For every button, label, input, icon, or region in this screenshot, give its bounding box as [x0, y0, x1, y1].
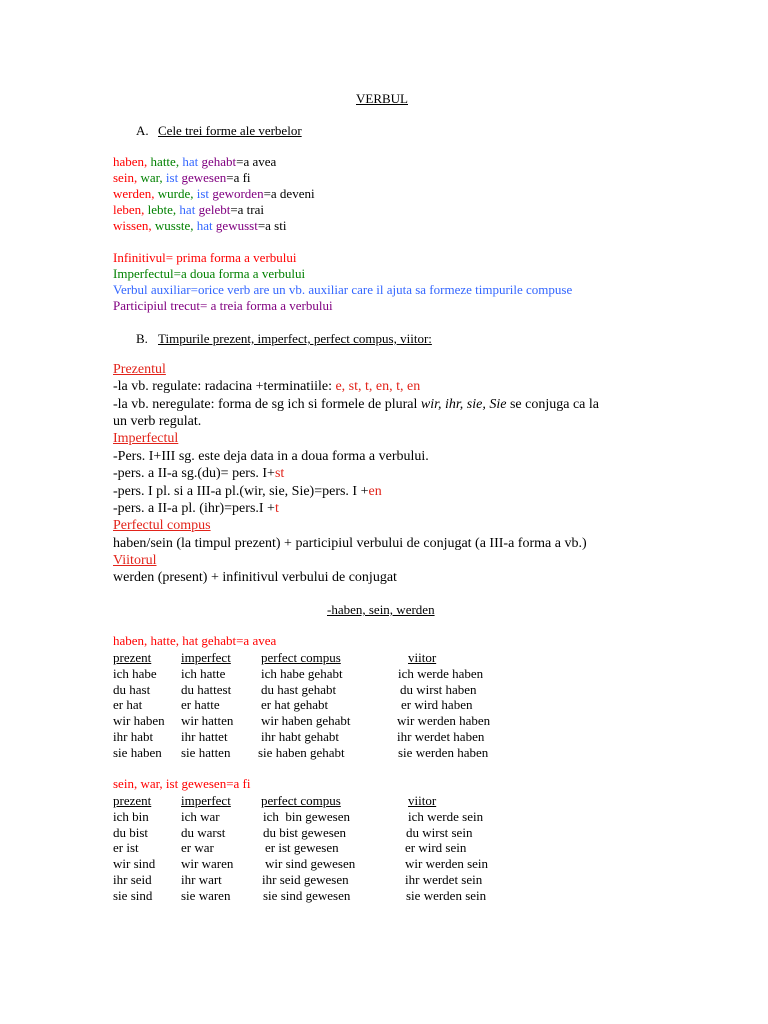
imperfect-du-rule: -pers. a II-a sg.(du)= pers. I+	[113, 466, 275, 481]
form-participle: gewusst	[215, 218, 258, 233]
column-header-perfect: perfect compus	[261, 650, 341, 665]
prezent-irregular-text: -la vb. neregulate: forma de sg ich si formele de plural	[113, 397, 421, 412]
column-header-perfect: perfect compus	[261, 793, 341, 808]
column-header-prezent: prezent	[113, 650, 152, 665]
form-line: wissen, wusste, hat gewusst=a sti	[113, 218, 287, 233]
table-cell: ich habe gehabt	[261, 666, 343, 681]
table-cell: er wird haben	[401, 697, 473, 712]
form-meaning: =a avea	[236, 154, 277, 169]
table-cell: ihr habt gehabt	[261, 729, 339, 744]
table-cell: ich hatte	[181, 666, 226, 681]
form-imperfect: wurde	[157, 186, 191, 201]
table-cell: ich habe	[113, 666, 157, 681]
form-auxiliary: ist	[165, 170, 179, 185]
form-participle: gewesen	[181, 170, 227, 185]
form-auxiliary: ist	[196, 186, 210, 201]
table-cell: ihr werdet haben	[397, 729, 485, 744]
imperfect-line	[113, 483, 382, 500]
table-cell: ich werde sein	[408, 809, 484, 824]
column-header-viitor: viitor	[408, 793, 437, 808]
table-cell: wir haben gehabt	[261, 713, 351, 728]
table-cell: ich war	[181, 809, 220, 824]
definition-auxiliary: Verbul auxiliar=orice verb are un vb. auxiliar care il ajuta sa formeze timpurile compuse	[113, 282, 573, 297]
table-sein-title: sein, war, ist gewesen=a fi	[113, 776, 251, 791]
table-haben-title: haben, hatte, hat gehabt=a avea	[113, 633, 277, 648]
imperfect-plural-ending: en	[368, 484, 382, 499]
imperfect-line	[113, 500, 279, 517]
form-meaning: =a deveni	[263, 186, 315, 201]
form-infinitive: werden	[113, 186, 152, 201]
form-infinitive: leben	[113, 202, 142, 217]
table-cell: er hatte	[181, 697, 220, 712]
definition-imperfect: Imperfectul=a doua forma a verbului	[113, 266, 306, 281]
prezent-endings: e, st, t, en, t, en	[335, 379, 421, 394]
imperfect-heading: Imperfectul	[113, 431, 179, 446]
table-cell: wir haben	[113, 713, 165, 728]
form-imperfect: war	[140, 170, 160, 185]
section-b-title: Timpurile prezent, imperfect, perfect compus, viitor:	[158, 331, 432, 346]
prezent-irregular-end: se conjuga ca la	[506, 397, 599, 412]
table-cell: wir sind	[113, 856, 156, 871]
table-cell: er war	[181, 840, 214, 855]
table-cell: wir waren	[181, 856, 234, 871]
form-auxiliary: hat	[196, 218, 213, 233]
perfect-line: haben/sein (la timpul prezent) + participiul verbului de conjugat (a III-a forma a vb.)	[113, 536, 587, 551]
form-infinitive: wissen	[113, 218, 149, 233]
definition-participle: Participiul trecut= a treia forma a verbului	[113, 298, 333, 313]
imperfect-du-ending: st	[274, 466, 285, 481]
prezent-heading: Prezentul	[113, 362, 166, 377]
table-cell: er wird sein	[405, 840, 467, 855]
form-meaning: =a fi	[226, 170, 251, 185]
viitor-line: werden (present) + infinitivul verbului de conjugat	[113, 570, 397, 585]
column-header-imperfect: imperfect	[181, 650, 231, 665]
form-participle: gehabt	[201, 154, 237, 169]
form-participle: gelebt	[198, 202, 231, 217]
table-cell: du warst	[181, 825, 226, 840]
table-cell: sie werden haben	[398, 745, 489, 760]
form-line: leben, lebte, hat gelebt=a trai	[113, 202, 265, 217]
table-cell: du hast	[113, 682, 151, 697]
table-cell: sie hatten	[181, 745, 231, 760]
conjugation-subtitle: -haben, sein, werden	[327, 602, 435, 617]
column-header-prezent: prezent	[113, 793, 152, 808]
table-cell: du wirst haben	[400, 682, 477, 697]
form-infinitive: haben	[113, 154, 145, 169]
table-cell: du bist gewesen	[263, 825, 347, 840]
table-cell: sie sind	[113, 888, 153, 903]
viitor-heading: Viitorul	[113, 553, 157, 568]
imperfect-plural-rule: -pers. I pl. si a III-a pl.(wir, sie, Sie)=pers. I +	[113, 484, 369, 499]
table-cell: du wirst sein	[406, 825, 473, 840]
table-cell: ihr seid gewesen	[262, 872, 349, 887]
form-meaning: =a sti	[257, 218, 287, 233]
table-cell: er ist gewesen	[265, 840, 339, 855]
prezent-irregular-pronouns: wir, ihr, sie, Sie	[420, 397, 507, 412]
table-cell: ihr wart	[181, 872, 222, 887]
form-line: werden, wurde, ist geworden=a deveni	[113, 186, 315, 201]
imperfect-line	[113, 465, 284, 482]
form-meaning: =a trai	[230, 202, 265, 217]
table-cell: ich bin gewesen	[263, 809, 351, 824]
table-cell: wir sind gewesen	[265, 856, 356, 871]
section-b-marker: B.	[136, 331, 148, 346]
definition-infinitive: Infinitivul= prima forma a verbului	[113, 250, 297, 265]
table-cell: wir hatten	[181, 713, 234, 728]
imperfect-line: -Pers. I+III sg. este deja data in a doua forma a verbului.	[113, 449, 429, 464]
form-imperfect: hatte	[150, 154, 176, 169]
prezent-line: un verb regulat.	[113, 414, 202, 429]
table-cell: wir werden sein	[405, 856, 489, 871]
table-cell: wir werden haben	[397, 713, 491, 728]
table-cell: ihr seid	[113, 872, 152, 887]
table-cell: ich werde haben	[398, 666, 484, 681]
imperfect-ihr-ending: t	[274, 501, 279, 516]
form-line: haben, hatte, hat gehabt=a avea	[113, 154, 277, 169]
table-cell: du hattest	[181, 682, 232, 697]
column-header-viitor: viitor	[408, 650, 437, 665]
table-cell: er hat gehabt	[261, 697, 329, 712]
table-cell: sie haben gehabt	[258, 745, 345, 760]
prezent-line	[113, 378, 420, 395]
section-a-marker: A.	[136, 123, 149, 138]
section-a-title: Cele trei forme ale verbelor	[158, 123, 302, 138]
table-cell: er ist	[113, 840, 139, 855]
table-cell: du hast gehabt	[261, 682, 337, 697]
table-cell: ihr habt	[113, 729, 154, 744]
prezent-line	[113, 396, 599, 413]
form-infinitive: sein	[113, 170, 134, 185]
perfect-heading: Perfectul compus	[113, 518, 211, 533]
page-title: VERBUL	[356, 91, 408, 106]
table-cell: er hat	[113, 697, 143, 712]
form-line: sein, war, ist gewesen=a fi	[113, 170, 251, 185]
table-cell: du bist	[113, 825, 149, 840]
form-imperfect: lebte	[147, 202, 173, 217]
form-imperfect: wusste	[154, 218, 191, 233]
form-participle: geworden	[212, 186, 264, 201]
prezent-regular-text: -la vb. regulate: radacina +terminatiile:	[113, 379, 336, 394]
table-cell: ich bin	[113, 809, 149, 824]
imperfect-ihr-rule: -pers. a II-a pl. (ihr)=pers.I +	[113, 501, 275, 516]
form-auxiliary: hat	[182, 154, 199, 169]
table-cell: sie haben	[113, 745, 162, 760]
table-cell: sie werden sein	[406, 888, 487, 903]
table-cell: sie sind gewesen	[263, 888, 351, 903]
table-cell: ihr werdet sein	[405, 872, 483, 887]
column-header-imperfect: imperfect	[181, 793, 231, 808]
form-auxiliary: hat	[179, 202, 196, 217]
table-cell: sie waren	[181, 888, 231, 903]
table-cell: ihr hattet	[181, 729, 228, 744]
